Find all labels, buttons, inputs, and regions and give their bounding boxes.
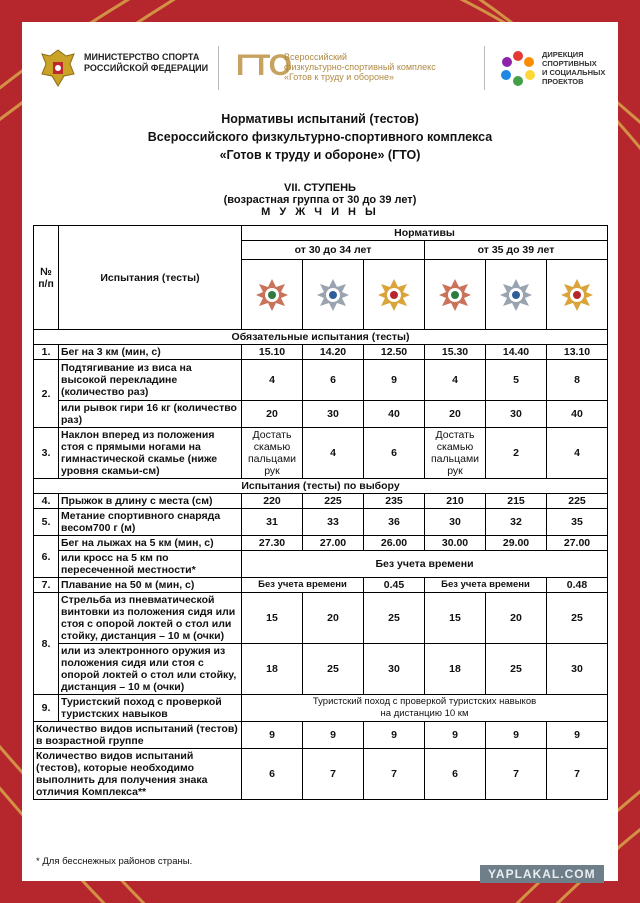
table-row <box>34 360 608 401</box>
norm-value: 27.00 <box>547 536 608 551</box>
row-num: 6. <box>34 536 59 578</box>
gto-bronze-badge-icon <box>438 278 472 312</box>
norm-value: 9 <box>547 722 608 749</box>
watermark: YAPLAKAL.COM <box>480 865 604 883</box>
russian-coat-of-arms-icon <box>38 46 78 90</box>
table-row <box>34 428 608 479</box>
table-row <box>34 401 608 428</box>
norm-value: 32 <box>486 509 547 536</box>
norm-value: 31 <box>242 509 303 536</box>
section-row <box>34 330 608 345</box>
test-name: или рывок гири 16 кг (количество раз) <box>59 401 242 428</box>
norm-value: 18 <box>425 644 486 695</box>
norm-value: 6 <box>303 360 364 401</box>
row-num: 1. <box>34 345 59 360</box>
norm-value: 6 <box>364 428 425 479</box>
table-row <box>34 644 608 695</box>
norm-value: 26.00 <box>364 536 425 551</box>
norm-value: 30 <box>486 401 547 428</box>
hike-line-1: Туристский поход с проверкой туристских навыков <box>312 696 537 707</box>
norm-value: 9 <box>425 722 486 749</box>
norm-value: 8 <box>547 360 608 401</box>
gto-silver-badge-icon <box>499 278 533 312</box>
norm-value: 15 <box>242 593 303 644</box>
norm-value: 0.45 <box>364 578 425 593</box>
row-num: 9. <box>34 695 59 722</box>
directorate-name: ДИРЕКЦИЯ СПОРТИВНЫХ И СОЦИАЛЬНЫХ ПРОЕКТОВ <box>542 50 606 86</box>
norm-value: 13.10 <box>547 345 608 360</box>
norm-value: 4 <box>547 428 608 479</box>
norm-merged: Без учета времени <box>242 551 608 578</box>
norm-value: 14.40 <box>486 345 547 360</box>
footnote: * Для бесснежных районов страны. <box>36 856 193 867</box>
hike-line-2: на дистанцию 10 км <box>380 708 469 719</box>
norm-value: 9 <box>364 722 425 749</box>
norm-value: 15.10 <box>242 345 303 360</box>
norm-value: 29.00 <box>486 536 547 551</box>
test-name: Плавание на 50 м (мин, с) <box>59 578 242 593</box>
norm-value: 30 <box>303 401 364 428</box>
norm-value: 30.00 <box>425 536 486 551</box>
gto-bronze-badge-icon <box>255 278 289 312</box>
header-num: № п/п <box>34 226 59 330</box>
header-age-2: от 35 до 39 лет <box>425 241 608 260</box>
test-name: Бег на 3 км (мин, с) <box>59 345 242 360</box>
table-row <box>34 551 608 578</box>
table-row <box>34 536 608 551</box>
row-num: 3. <box>34 428 59 479</box>
badge-gold-cell <box>547 260 608 330</box>
table-header-row <box>34 226 608 241</box>
norm-value: 225 <box>547 494 608 509</box>
section-required: Обязательные испытания (тесты) <box>34 330 608 345</box>
norm-value: 25 <box>547 593 608 644</box>
norm-value: 27.00 <box>303 536 364 551</box>
section-row <box>34 479 608 494</box>
badge-bronze-cell <box>242 260 303 330</box>
norm-value: 25 <box>486 644 547 695</box>
document-page <box>22 22 618 881</box>
norm-value: 20 <box>303 593 364 644</box>
norm-value: 2 <box>486 428 547 479</box>
test-name: Подтягивание из виса на высокой перекладине (количество раз) <box>59 360 242 401</box>
norm-value: 7 <box>547 749 608 800</box>
gto-logo: ГТО <box>236 49 291 82</box>
norm-value: 30 <box>364 644 425 695</box>
row-num: 2. <box>34 360 59 428</box>
norm-value: 14.20 <box>303 345 364 360</box>
ministry-name: МИНИСТЕРСТВО СПОРТА РОССИЙСКОЙ ФЕДЕРАЦИИ <box>84 52 209 73</box>
row-num: 8. <box>34 593 59 695</box>
norm-value: 210 <box>425 494 486 509</box>
norm-merged <box>242 695 608 722</box>
norm-value: 25 <box>303 644 364 695</box>
norm-value: 30 <box>425 509 486 536</box>
norm-value: 9 <box>303 722 364 749</box>
table-row <box>34 494 608 509</box>
test-name: Наклон вперед из положения стоя с прямыми ногами на гимнастической скамье (ниже уровня скамьи-см) <box>59 428 242 479</box>
norm-value: Достать скамью пальцами рук <box>425 428 486 479</box>
norm-value: 4 <box>242 360 303 401</box>
table-row <box>34 593 608 644</box>
test-name: Метание спортивного снаряда весом700 г (м) <box>59 509 242 536</box>
norm-value: 0.48 <box>547 578 608 593</box>
row-num: 5. <box>34 509 59 536</box>
norm-value: 215 <box>486 494 547 509</box>
norm-value: 7 <box>364 749 425 800</box>
norm-value: 220 <box>242 494 303 509</box>
norm-value: Достать скамью пальцами рук <box>242 428 303 479</box>
gto-complex-name: Всероссийский физкультурно-спортивный комплекс «Готов к труду и обороне» <box>284 52 436 82</box>
document-title: Нормативы испытаний (тестов) Всероссийского физкультурно-спортивного комплекса «Готов к труду и обороне» (ГТО) <box>147 112 493 162</box>
norm-merged: Без учета времени <box>425 578 547 593</box>
test-name: Бег на лыжах на 5 км (мин, с) <box>59 536 242 551</box>
test-name: или кросс на 5 км по пересеченной местности* <box>59 551 242 578</box>
header-norms: Нормативы <box>242 226 608 241</box>
header-divider <box>218 46 219 90</box>
test-name: Стрельба из пневматической винтовки из положения сидя или стоя с опорой локтей о стол или стойку, дистанция – 10 м (очки) <box>59 593 242 644</box>
test-name: или из электронного оружия из положения сидя или стоя с опорой локтей о стол или стойку, дистанция – 10 м (очки) <box>59 644 242 695</box>
header-age-1: от 30 до 34 лет <box>242 241 425 260</box>
test-name: Туристский поход с проверкой туристских навыков <box>59 695 242 722</box>
norm-value: 4 <box>303 428 364 479</box>
badge-silver-cell <box>303 260 364 330</box>
norm-value: 40 <box>364 401 425 428</box>
table-row <box>34 722 608 749</box>
norm-value: 20 <box>425 401 486 428</box>
directorate-logo-icon <box>498 48 538 88</box>
table-row <box>34 509 608 536</box>
header-divider <box>484 46 485 90</box>
norm-value: 40 <box>547 401 608 428</box>
badge-bronze-cell <box>425 260 486 330</box>
summary-label: Количество видов испытаний (тестов) в возрастной группе <box>34 722 242 749</box>
norms-table <box>33 225 608 800</box>
norm-value: 9 <box>242 722 303 749</box>
norm-value: 235 <box>364 494 425 509</box>
norm-value: 33 <box>303 509 364 536</box>
table-row <box>34 695 608 722</box>
norm-value: 18 <box>242 644 303 695</box>
stage-heading: VII. СТУПЕНЬ (возрастная группа от 30 до 39 лет) М У Ж Ч И Н Ы <box>223 182 417 218</box>
norm-value: 20 <box>242 401 303 428</box>
norm-value: 9 <box>364 360 425 401</box>
row-num: 4. <box>34 494 59 509</box>
summary-label: Количество видов испытаний (тестов), которые необходимо выполнить для получения знака отличия Комплекса** <box>34 749 242 800</box>
norm-value: 4 <box>425 360 486 401</box>
header-tests: Испытания (тесты) <box>59 226 242 330</box>
badge-gold-cell <box>364 260 425 330</box>
gto-gold-badge-icon <box>560 278 594 312</box>
gto-silver-badge-icon <box>316 278 350 312</box>
norm-value: 6 <box>242 749 303 800</box>
norm-value: 27.30 <box>242 536 303 551</box>
norm-value: 20 <box>486 593 547 644</box>
gto-gold-badge-icon <box>377 278 411 312</box>
norm-value: 6 <box>425 749 486 800</box>
norm-value: 15.30 <box>425 345 486 360</box>
table-row <box>34 749 608 800</box>
header <box>22 38 618 98</box>
norm-value: 35 <box>547 509 608 536</box>
norm-merged: Без учета времени <box>242 578 364 593</box>
norm-value: 9 <box>486 722 547 749</box>
table-row <box>34 578 608 593</box>
norm-value: 36 <box>364 509 425 536</box>
norm-value: 7 <box>486 749 547 800</box>
badge-silver-cell <box>486 260 547 330</box>
section-optional: Испытания (тесты) по выбору <box>34 479 608 494</box>
norm-value: 25 <box>364 593 425 644</box>
norm-value: 12.50 <box>364 345 425 360</box>
table-row <box>34 345 608 360</box>
norm-value: 7 <box>303 749 364 800</box>
norm-value: 15 <box>425 593 486 644</box>
row-num: 7. <box>34 578 59 593</box>
norm-value: 30 <box>547 644 608 695</box>
test-name: Прыжок в длину с места (см) <box>59 494 242 509</box>
norm-value: 225 <box>303 494 364 509</box>
norm-value: 5 <box>486 360 547 401</box>
